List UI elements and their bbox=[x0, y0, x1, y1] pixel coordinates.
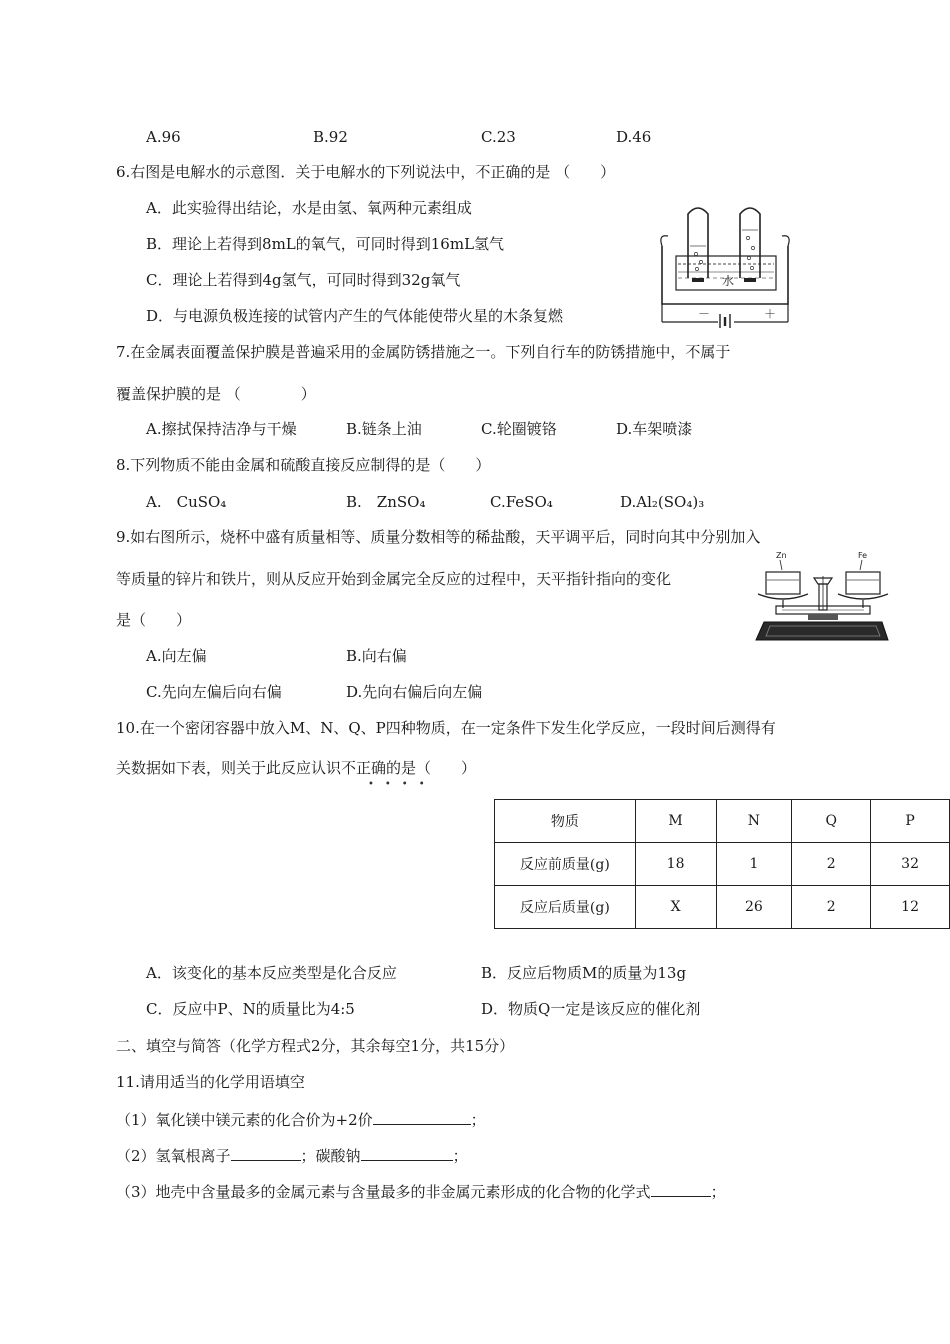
answer-blank[interactable] bbox=[231, 1144, 301, 1161]
electrolysis-figure bbox=[654, 206, 798, 328]
q11-item-1 bbox=[116, 1108, 486, 1130]
q6-option-b: B．理论上若得到8mL的氧气，可同时得到16mL氢气 bbox=[146, 235, 505, 253]
q10-option-a: A．该变化的基本反应类型是化合反应 bbox=[146, 964, 397, 982]
q11-item-2 bbox=[116, 1144, 468, 1166]
q6-option-d: D．与电源负极连接的试管内产生的气体能使带火星的木条复燃 bbox=[146, 307, 564, 325]
answer-blank[interactable] bbox=[373, 1108, 471, 1125]
plus-label: ＋ bbox=[764, 307, 777, 321]
q11-item-1-text: （1）氧化镁中镁元素的化合价为+2价 bbox=[116, 1111, 373, 1129]
q8-option-c: C.FeSO₄ bbox=[490, 493, 553, 511]
table-cell: 12 bbox=[871, 886, 950, 929]
balance-figure bbox=[752, 550, 892, 646]
q11-item-3 bbox=[116, 1180, 726, 1202]
q7-option-c: C.轮圈镀铬 bbox=[481, 420, 557, 438]
q11-item-3-end: ； bbox=[710, 1183, 726, 1201]
table-row bbox=[495, 886, 950, 929]
q7-option-a: A.擦拭保持洁净与干燥 bbox=[146, 420, 297, 438]
q11-item-2-sep: ；碳酸钠 bbox=[300, 1147, 361, 1165]
water-label: 水 bbox=[722, 274, 735, 288]
table-cell: 反应后质量(g) bbox=[495, 886, 636, 929]
q9-stem-line2: 等质量的锌片和铁片，则从反应开始到金属完全反应的过程中，天平指针指向的变化 bbox=[116, 570, 672, 588]
table-header-row bbox=[495, 800, 950, 843]
q8-option-a: A. CuSO₄ bbox=[146, 493, 227, 511]
q9-option-a: A.向左偏 bbox=[146, 647, 207, 665]
q11-item-2-end: ； bbox=[452, 1147, 468, 1165]
table-header-cell: Q bbox=[792, 800, 871, 843]
table-cell: 反应前质量(g) bbox=[495, 843, 636, 886]
q10-stem-line1: 10.在一个密闭容器中放入M、N、Q、P四种物质，在一定条件下发生化学反应，一段时间后测得有 bbox=[116, 719, 776, 737]
q10-stem-line2: 关数据如下表，则关于此反应认识不正确的是（ ） bbox=[116, 759, 477, 777]
q11-item-2-text: （2）氢氧根离子 bbox=[116, 1147, 231, 1165]
q11-item-3-text: （3）地壳中含量最多的金属元素与含量最多的非金属元素形成的化合物的化学式 bbox=[116, 1183, 651, 1201]
q8-option-d: D.Al₂(SO₄)₃ bbox=[620, 493, 705, 511]
fe-label: Fe bbox=[858, 551, 868, 560]
table-cell: 32 bbox=[871, 843, 950, 886]
table-cell: X bbox=[635, 886, 716, 929]
q5-option-b: B.92 bbox=[313, 128, 348, 146]
table-cell: 2 bbox=[792, 886, 871, 929]
zn-label: Zn bbox=[776, 551, 787, 560]
table-header-cell: M bbox=[635, 800, 716, 843]
q5-option-a: A.96 bbox=[146, 128, 181, 146]
q11-stem: 11.请用适当的化学用语填空 bbox=[116, 1073, 305, 1091]
q7-stem-line1: 7.在金属表面覆盖保护膜是普遍采用的金属防锈措施之一。下列自行车的防锈措施中，不属于 bbox=[116, 343, 731, 361]
q6-option-a: A．此实验得出结论，水是由氢、氧两种元素组成 bbox=[146, 199, 472, 217]
q9-option-d: D.先向右偏后向左偏 bbox=[346, 683, 483, 701]
q9-stem-line1: 9.如右图所示，烧杯中盛有质量相等、质量分数相等的稀盐酸，天平调平后，同时向其中分别加入 bbox=[116, 528, 761, 546]
section-title: 二、填空与简答（化学方程式2分，其余每空1分，共15分） bbox=[116, 1037, 515, 1055]
table-cell: 18 bbox=[635, 843, 716, 886]
table-header-cell: P bbox=[871, 800, 950, 843]
q10-option-b: B．反应后物质M的质量为13g bbox=[481, 964, 687, 982]
table-cell: 2 bbox=[792, 843, 871, 886]
q8-stem: 8.下列物质不能由金属和硫酸直接反应制得的是（ ） bbox=[116, 456, 491, 474]
q9-option-c: C.先向左偏后向右偏 bbox=[146, 683, 282, 701]
q11-item-1-end: ； bbox=[470, 1111, 486, 1129]
table-header-cell: 物质 bbox=[495, 800, 636, 843]
table-header-cell: N bbox=[716, 800, 792, 843]
answer-blank[interactable] bbox=[361, 1144, 453, 1161]
table-cell: 26 bbox=[716, 886, 792, 929]
q5-option-d: D.46 bbox=[616, 128, 652, 146]
minus-label: － bbox=[698, 307, 711, 321]
answer-blank[interactable] bbox=[651, 1180, 711, 1197]
q10-option-c: C．反应中P、N的质量比为4:5 bbox=[146, 1000, 355, 1018]
q9-stem-line3: 是（ ） bbox=[116, 611, 192, 629]
table-cell: 1 bbox=[716, 843, 792, 886]
table-row bbox=[495, 843, 950, 886]
q8-option-b: B. ZnSO₄ bbox=[346, 493, 426, 511]
q7-option-b: B.链条上油 bbox=[346, 420, 422, 438]
q10-option-d: D．物质Q一定是该反应的催化剂 bbox=[481, 1000, 701, 1018]
q10-data-table bbox=[494, 799, 950, 929]
q6-stem: 6.右图是电解水的示意图．关于电解水的下列说法中，不正确的是 （ ） bbox=[116, 163, 616, 181]
q7-stem-line2: 覆盖保护膜的是 （ ） bbox=[116, 385, 316, 403]
q9-option-b: B.向右偏 bbox=[346, 647, 407, 665]
emphasis-dots: •••• bbox=[368, 779, 436, 790]
q7-option-d: D.车架喷漆 bbox=[616, 420, 693, 438]
q6-option-c: C．理论上若得到4g氢气，可同时得到32g氧气 bbox=[146, 271, 461, 289]
q5-option-c: C.23 bbox=[481, 128, 516, 146]
